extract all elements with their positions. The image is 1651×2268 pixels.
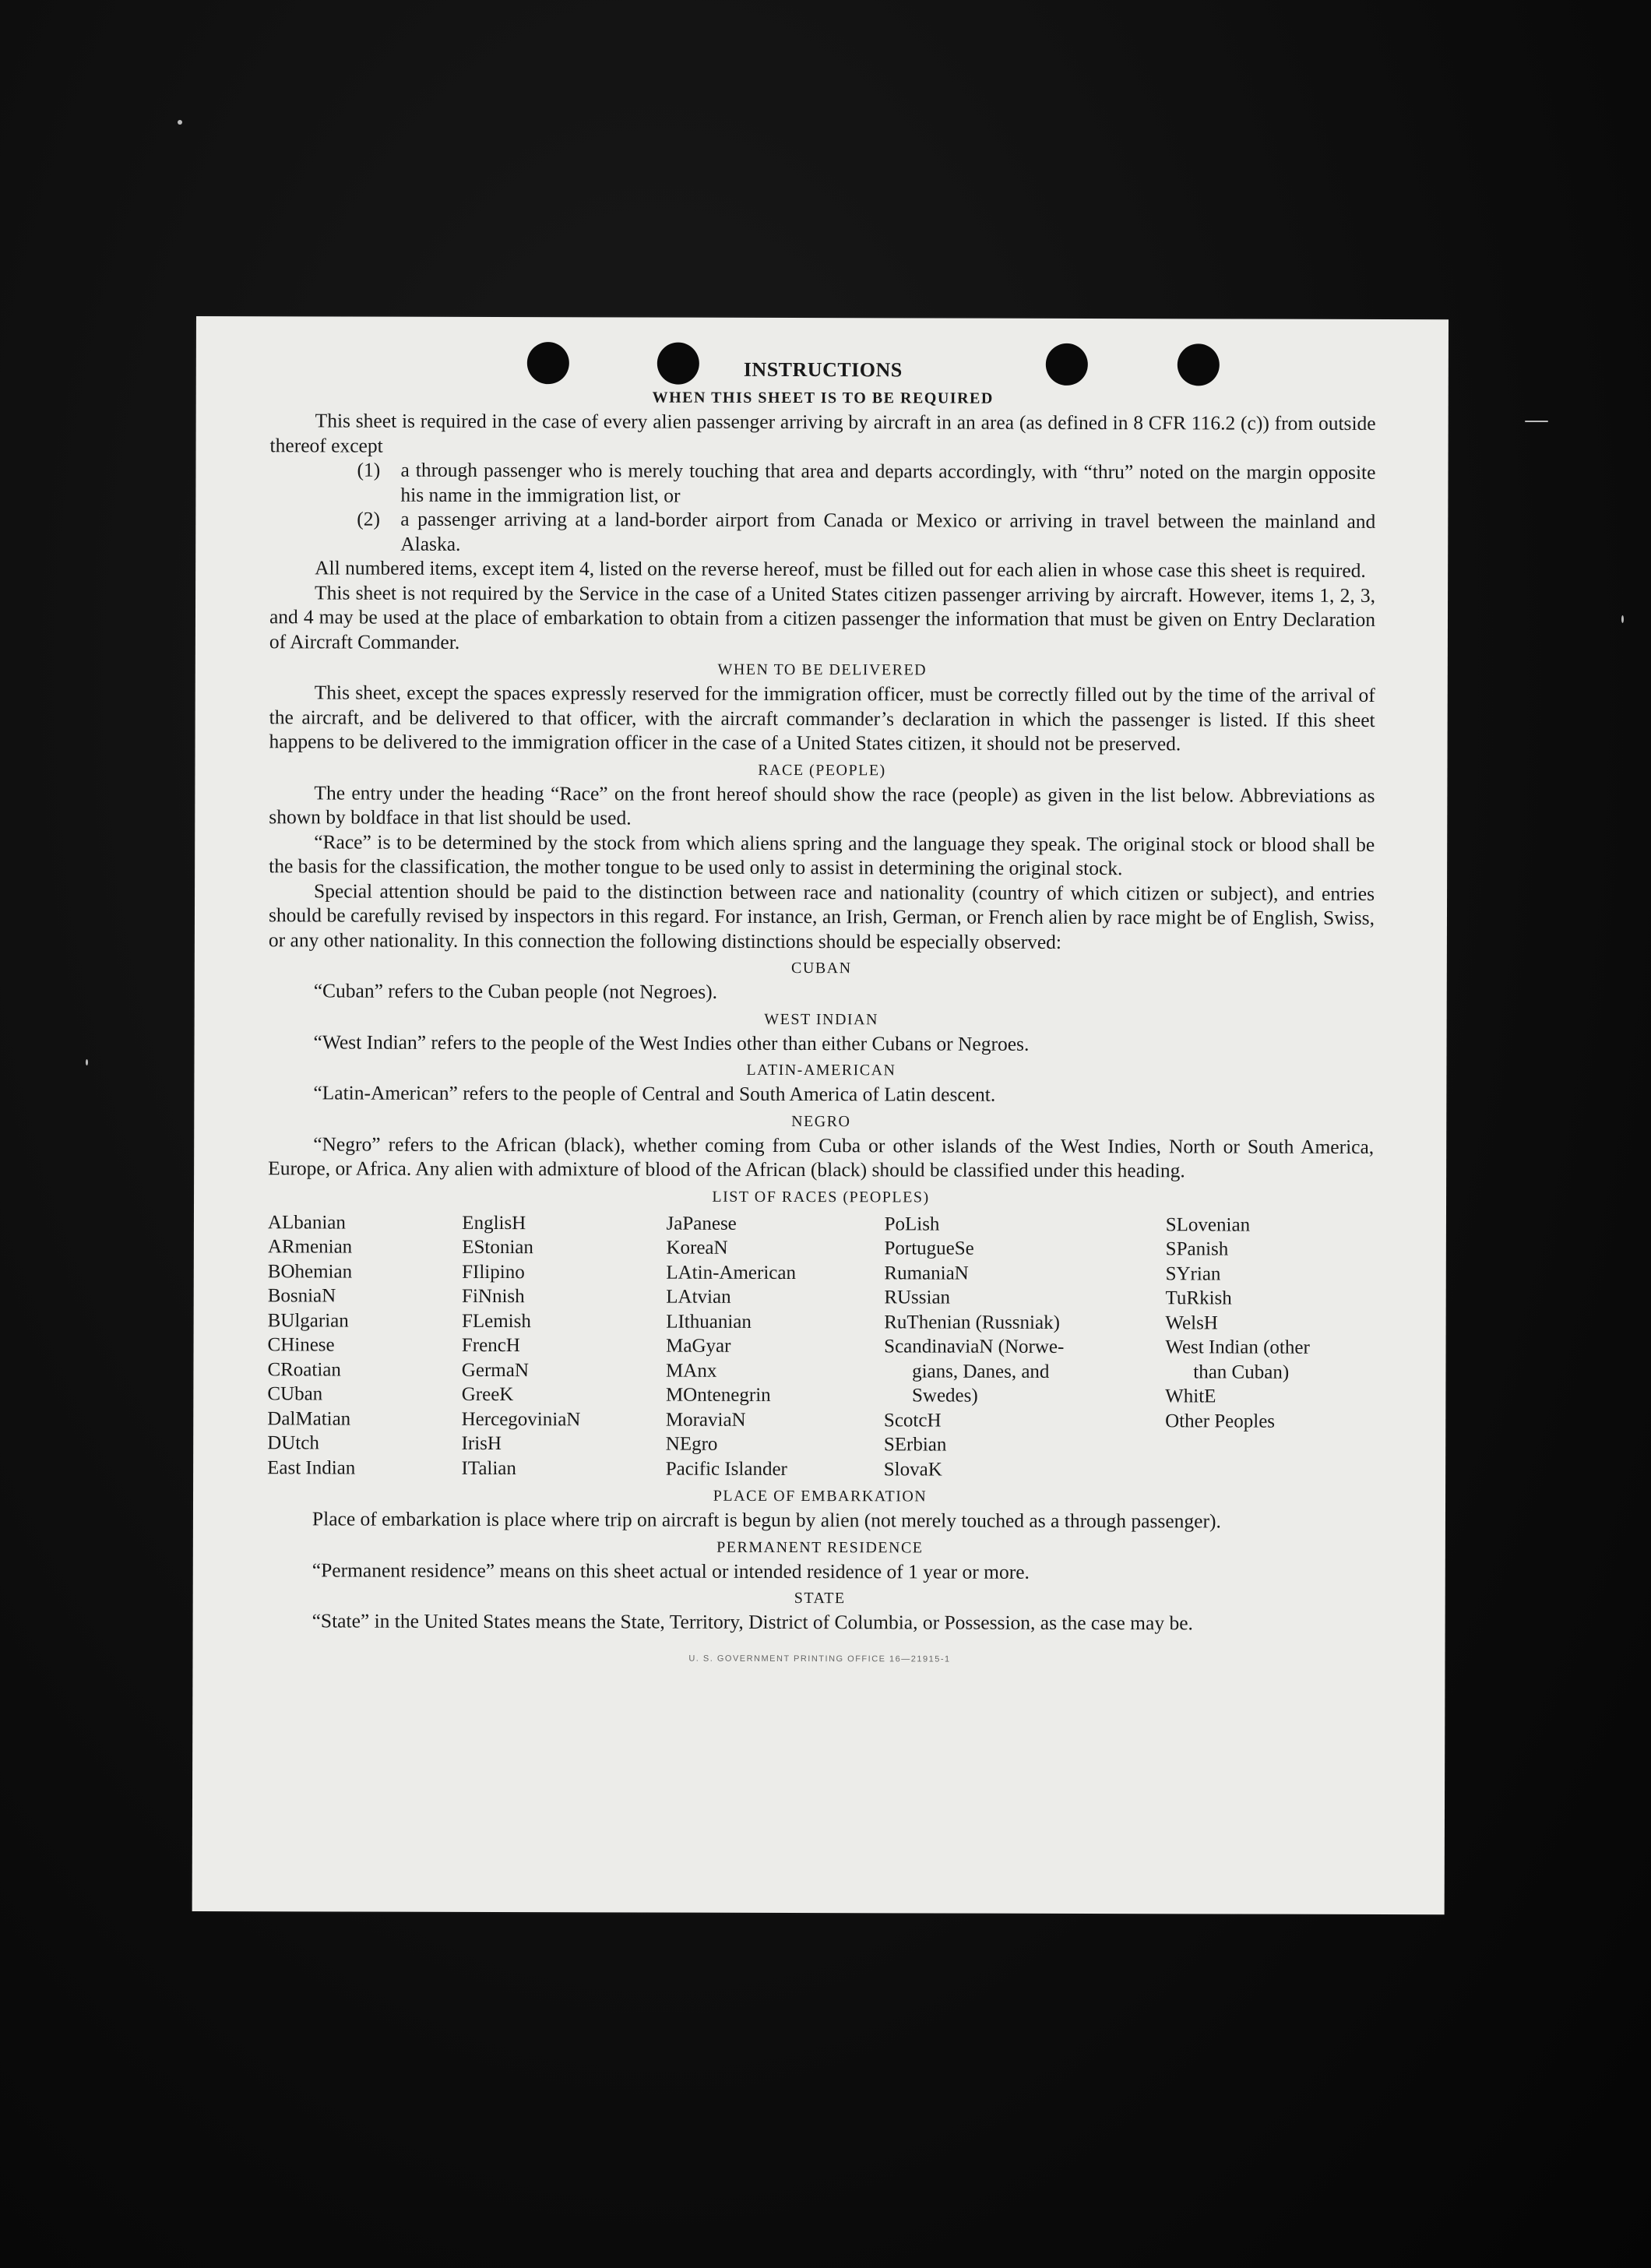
race-entry: PortugueSe <box>884 1238 974 1259</box>
section-heading-place-of-embarkation: PLACE OF EMBARKATION <box>713 1487 928 1506</box>
race-entry: SPanish <box>1165 1238 1229 1260</box>
race-entry: CRoatian <box>267 1358 341 1380</box>
paragraph: “Latin-American” refers to the people of Central and South America of Latin descent. <box>313 1081 996 1106</box>
section-heading-latin-american: LATIN-AMERICAN <box>746 1061 896 1079</box>
race-entry: SLovenian <box>1165 1213 1251 1236</box>
race-entry: LAtvian <box>666 1286 731 1308</box>
section-heading-when-required: WHEN THIS SHEET IS TO BE REQUIRED <box>652 389 994 407</box>
race-entry: LIthuanian <box>666 1311 752 1333</box>
paragraph: This sheet, except the spaces expressly reserved for the immigration officer, must be correctly filled out by the time of the arrival of the aircraft, and be delivered to that officer, with the aircraft commander’s declaration in which the passenger is listed. If this sheet happens to be delivered to the immigration officer in the case of a United States citizen, it should not be preserved. <box>269 681 1375 755</box>
race-entry: West Indian (other <box>1165 1336 1310 1358</box>
race-entry: RuThenian (Russniak) <box>884 1311 1060 1333</box>
race-entry: IrisH <box>461 1432 502 1455</box>
paragraph: Place of embarkation is place where trip on aircraft is begun by alien (not merely touched as a through passenger). <box>312 1507 1221 1533</box>
paragraph: This sheet is required in the case of every alien passenger arriving by aircraft in an area (as defined in 8 CFR 116.2 (c)) from outside thereof except <box>269 409 1376 457</box>
race-entry: TuRkish <box>1165 1287 1232 1309</box>
race-entry: CHinese <box>267 1334 335 1356</box>
race-list <box>267 1210 1374 1483</box>
race-entry: Pacific Islander <box>665 1458 787 1480</box>
race-entry: HercegoviniaN <box>461 1408 581 1430</box>
instruction-sheet <box>192 316 1449 1914</box>
race-entry: DalMatian <box>267 1407 351 1430</box>
race-entry: ALbanian <box>267 1211 346 1234</box>
race-entry: FLemish <box>461 1310 531 1332</box>
race-entry: NEgro <box>665 1433 718 1455</box>
race-entry: East Indian <box>267 1456 356 1479</box>
race-entry: DUtch <box>267 1432 319 1454</box>
paragraph: “Negro” refers to the African (black), whether coming from Cuba or other islands of the West Indies, North or South America, Europe, or Africa. Any alien with admixture of blood of the African (black) should be classified under this heading. <box>268 1132 1375 1182</box>
race-entry: Swedes) <box>911 1385 978 1407</box>
race-entry: SErbian <box>883 1434 947 1456</box>
dust-speck <box>178 120 182 125</box>
section-heading-permanent-residence: PERMANENT RESIDENCE <box>716 1538 924 1556</box>
race-entry: KoreaN <box>666 1237 728 1259</box>
race-entry: ScotcH <box>883 1409 942 1432</box>
section-heading-negro: NEGRO <box>791 1112 851 1130</box>
race-entry: JaPanese <box>666 1213 737 1234</box>
paragraph: “Race” is to be determined by the stock from which aliens spring and the language they speak. The original stock or blood shall be the basis for the classification, the mother tongue to be used only to assist in determining the original stock. <box>269 829 1375 880</box>
race-entry: than Cuban) <box>1193 1361 1290 1383</box>
race-entry: GermaN <box>461 1359 529 1381</box>
paragraph: All numbered items, except item 4, listed on the reverse hereof, must be filled out for each alien in whose case this sheet is required. <box>315 556 1366 582</box>
paragraph: Special attention should be paid to the distinction between race and nationality (country of which citizen or subject), and entries should be carefully revised by inspectors in this regard. For instance, an Irish, German, or French alien by race might be of English, Swiss, or any other nationality. In this connection the following distinctions should be especially observed: <box>268 879 1375 953</box>
paragraph: “West Indian” refers to the people of the West Indies other than either Cubans or Negroes. <box>313 1030 1030 1055</box>
race-entry: BosniaN <box>267 1285 336 1307</box>
dust-speck <box>1525 421 1548 422</box>
race-entry: SlovaK <box>883 1458 942 1481</box>
race-column <box>267 1210 462 1481</box>
race-entry: LAtin-American <box>666 1262 797 1284</box>
section-heading-west-indian: WEST INDIAN <box>764 1010 878 1028</box>
paragraph: “State” in the United States means the State, Territory, District of Columbia, or Possession, as the case may be. <box>312 1609 1193 1635</box>
race-entry: Other Peoples <box>1165 1410 1276 1432</box>
race-column <box>1165 1213 1374 1483</box>
race-entry: RumaniaN <box>884 1262 969 1284</box>
section-heading-when-delivered: WHEN TO BE DELIVERED <box>717 660 928 679</box>
list-item <box>357 507 1375 558</box>
race-entry: FrencH <box>461 1334 520 1357</box>
printer-imprint: U. S. GOVERNMENT PRINTING OFFICE 16—21915-1 <box>688 1653 951 1664</box>
race-column <box>884 1212 1166 1482</box>
item-number: (1) <box>357 458 381 481</box>
item-text: a through passenger who is merely touching that area and departs accordingly, with “thru” noted on the margin opposite his name in the immigration list, or <box>400 458 1376 507</box>
sheet-content <box>266 355 1375 1673</box>
section-heading-list-of-races: LIST OF RACES (PEOPLES) <box>712 1188 930 1206</box>
race-entry: MoraviaN <box>665 1409 746 1431</box>
race-entry: MaGyar <box>666 1335 731 1357</box>
race-column <box>461 1210 666 1481</box>
race-entry: EStonian <box>462 1236 533 1259</box>
paragraph: “Cuban” refers to the Cuban people (not Negroes). <box>313 979 718 1003</box>
race-entry: GreeK <box>461 1383 514 1406</box>
race-entry: CUban <box>267 1383 323 1405</box>
item-text: a passenger arriving at a land-border airport from Canada or Mexico or arriving in travel between the mainland and Alaska. <box>400 507 1376 555</box>
race-entry: BOhemian <box>267 1260 353 1283</box>
race-entry: FIlipino <box>462 1261 525 1283</box>
race-entry: FiNnish <box>462 1285 525 1308</box>
paragraph: This sheet is not required by the Service in the case of a United States citizen passenger arriving by aircraft. However, items 1, 2, 3, and 4 may be used at the place of embarkation to obtain from a citizen passenger the information that must be given on Entry Declaration of Aircraft Commander. <box>269 580 1376 653</box>
list-item <box>357 458 1375 509</box>
race-entry: ScandinaviaN (Norwe- <box>884 1336 1065 1358</box>
race-column <box>666 1211 885 1481</box>
race-entry: BUlgarian <box>267 1309 349 1332</box>
race-entry: ARmenian <box>267 1236 353 1258</box>
race-entry: RUssian <box>884 1287 951 1308</box>
race-entry: PoLish <box>884 1213 940 1235</box>
section-heading-race: RACE (PEOPLE) <box>758 761 886 779</box>
paragraph: The entry under the heading “Race” on the front hereof should show the race (people) as given in the list below. Abbreviations as shown by boldface in that list should be used. <box>269 780 1375 829</box>
dust-speck <box>86 1059 88 1065</box>
section-heading-cuban: CUBAN <box>791 960 852 977</box>
race-entry: WhitE <box>1165 1386 1216 1407</box>
item-number: (2) <box>357 507 381 530</box>
section-heading-state: STATE <box>794 1590 846 1608</box>
race-entry: gians, Danes, and <box>912 1360 1050 1382</box>
race-entry: WelsH <box>1165 1312 1218 1333</box>
race-entry: EnglisH <box>462 1212 526 1234</box>
page-title: INSTRUCTIONS <box>743 357 903 382</box>
race-entry: MAnx <box>666 1360 717 1382</box>
dust-speck <box>1621 615 1624 623</box>
race-entry: MOntenegrin <box>665 1384 771 1406</box>
race-entry: SYrian <box>1165 1263 1221 1284</box>
paragraph: “Permanent residence” means on this sheet actual or intended residence of 1 year or more. <box>312 1558 1030 1583</box>
race-entry: ITalian <box>461 1457 516 1479</box>
